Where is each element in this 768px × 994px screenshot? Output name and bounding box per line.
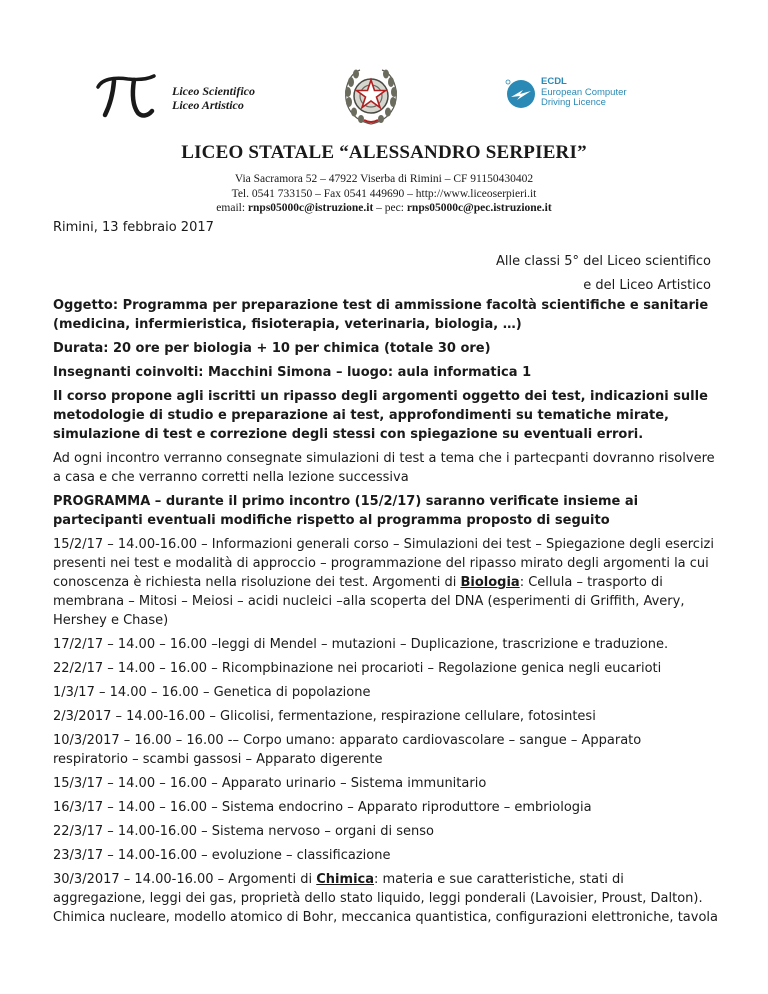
pec-address: rnps05000c@pec.istruzione.it — [406, 202, 552, 214]
session-paragraph: 22/2/17 – 14.00 – 16.00 – Ricompbinazione nei procarioti – Regolazione genica negli eucarioti — [53, 661, 662, 676]
ecdl-globe-icon — [505, 78, 537, 110]
duration-paragraph: Durata: 20 ore per biologia + 10 per chimica (totale 30 ore) — [53, 341, 491, 356]
email-address: rnps05000c@istruzione.it — [247, 202, 374, 214]
school-name: LICEO STATALE “ALESSANDRO SERPIERI” — [181, 142, 587, 163]
address-line: Via Sacramora 52 – 47922 Viserba di Rimini – CF 91150430402 — [234, 173, 534, 185]
note-paragraph: Ad ogni incontro verranno consegnate simulazioni di test a tema che i partecpanti dovranno risolvere a casa e che verranno corretti nella lezione successiva — [53, 451, 715, 485]
email-line — [0, 201, 768, 216]
school-types — [172, 84, 255, 112]
subject-paragraph: Oggetto: Programma per preparazione test di ammissione facoltà scientifiche e sanitarie (medicina, infermieristica, fisioterapia, veterinaria, biologia, …) — [53, 298, 709, 332]
school-address — [0, 172, 768, 216]
session-text: : materia e sue caratteristiche, stati di aggregazione, leggi dei gas, proprietà dello stato liquido, leggi ponderali (Lavoisier, Proust, Dalton). Chimica nucleare, modello atomico di Bohr, meccanica quantistica, configurazioni elettroniche, tavola — [53, 872, 718, 925]
session-paragraph: 2/3/2017 – 14.00-16.00 – Glicolisi, fermentazione, respirazione cellulare, fotosintesi — [53, 709, 596, 724]
italian-republic-emblem-icon — [340, 62, 402, 128]
letter-date: Rimini, 13 febbraio 2017 — [53, 220, 214, 235]
ecdl-line1: European Computer — [541, 86, 627, 98]
session-paragraph: 16/3/17 – 14.00 – 16.00 – Sistema endocrino – Apparato riproduttore – embriologia — [53, 800, 592, 815]
session-paragraph: 15/3/17 – 14.00 – 16.00 – Apparato urinario – Sistema immunitario — [53, 776, 487, 791]
description-paragraph: Il corso propone agli iscritti un ripasso degli argomenti oggetto dei test, indicazioni sulle metodologie di studio e preparazione ai test, approfondimenti su tematiche mirate, simulazione di test e correzione degli stessi con spiegazione su eventuali errori. — [53, 389, 708, 442]
session-paragraph — [53, 535, 719, 630]
logo-text-artistico: Liceo Artistico — [172, 98, 244, 112]
recipients — [496, 250, 711, 298]
letter-body — [53, 296, 719, 932]
recipient-line-1: Alle classi 5° del Liceo scientifico — [495, 254, 711, 269]
session-paragraph: 17/2/17 – 14.00 – 16.00 –leggi di Mendel – mutazioni – Duplicazione, trascrizione e traduzione. — [53, 637, 669, 652]
contacts-line: Tel. 0541 733150 – Fax 0541 449690 – http://www.liceoserpieri.it — [231, 187, 537, 200]
session-paragraph: 10/3/2017 – 16.00 – 16.00 -– Corpo umano: apparato cardiovascolare – sangue – Apparato respiratorio – scambi gassosi – Apparato digerente — [53, 733, 642, 767]
ecdl-logo — [505, 78, 635, 118]
session-text: 15/2/17 – 14.00-16.00 – Informazioni generali corso – Simulazioni dei test – Spiegazione degli esercizi presenti nei test e modalità di approccio – programmazione del ripasso mirato degli argomenti la cui conoscenza è richiesta nella risoluzione dei test. Argomenti di — [53, 537, 714, 590]
ecdl-brand: ECDL — [541, 76, 567, 87]
session-paragraph: 22/3/17 – 14.00-16.00 – Sistema nervoso – organi di senso — [53, 824, 434, 839]
programma-heading: PROGRAMMA – durante il primo incontro (15/2/17) saranno verificate insieme ai partecipanti eventuali modifiche rispetto al programma proposto di seguito — [53, 494, 639, 528]
ecdl-text — [541, 77, 627, 109]
session-paragraph: 23/3/17 – 14.00-16.00 – evoluzione – classificazione — [53, 848, 391, 863]
session-paragraph: 1/3/17 – 14.00 – 16.00 – Genetica di popolazione — [53, 685, 371, 700]
email-label: email: — [216, 202, 248, 214]
teachers-paragraph: Insegnanti coinvolti: Macchini Simona – luogo: aula informatica 1 — [53, 365, 532, 380]
subject-chimica: Chimica — [316, 872, 374, 887]
pi-logo-icon — [94, 73, 160, 119]
recipient-line-2: e del Liceo Artistico — [583, 278, 711, 293]
ecdl-line2: Driving Licence — [541, 97, 606, 108]
letterhead — [0, 60, 768, 132]
subject-biologia: Biologia — [460, 575, 520, 590]
logo-text-scientifico: Liceo Scientifico — [172, 84, 255, 98]
pec-label: – pec: — [373, 202, 407, 214]
session-text: 30/3/2017 – 14.00-16.00 – Argomenti di — [53, 872, 317, 887]
session-text: : Cellula – trasporto di membrana – Mitosi – Meiosi – acidi nucleici –alla scoperta del DNA (esperimenti di Griffith, Avery, Hershey e Chase) — [53, 575, 685, 628]
session-paragraph — [53, 870, 719, 927]
